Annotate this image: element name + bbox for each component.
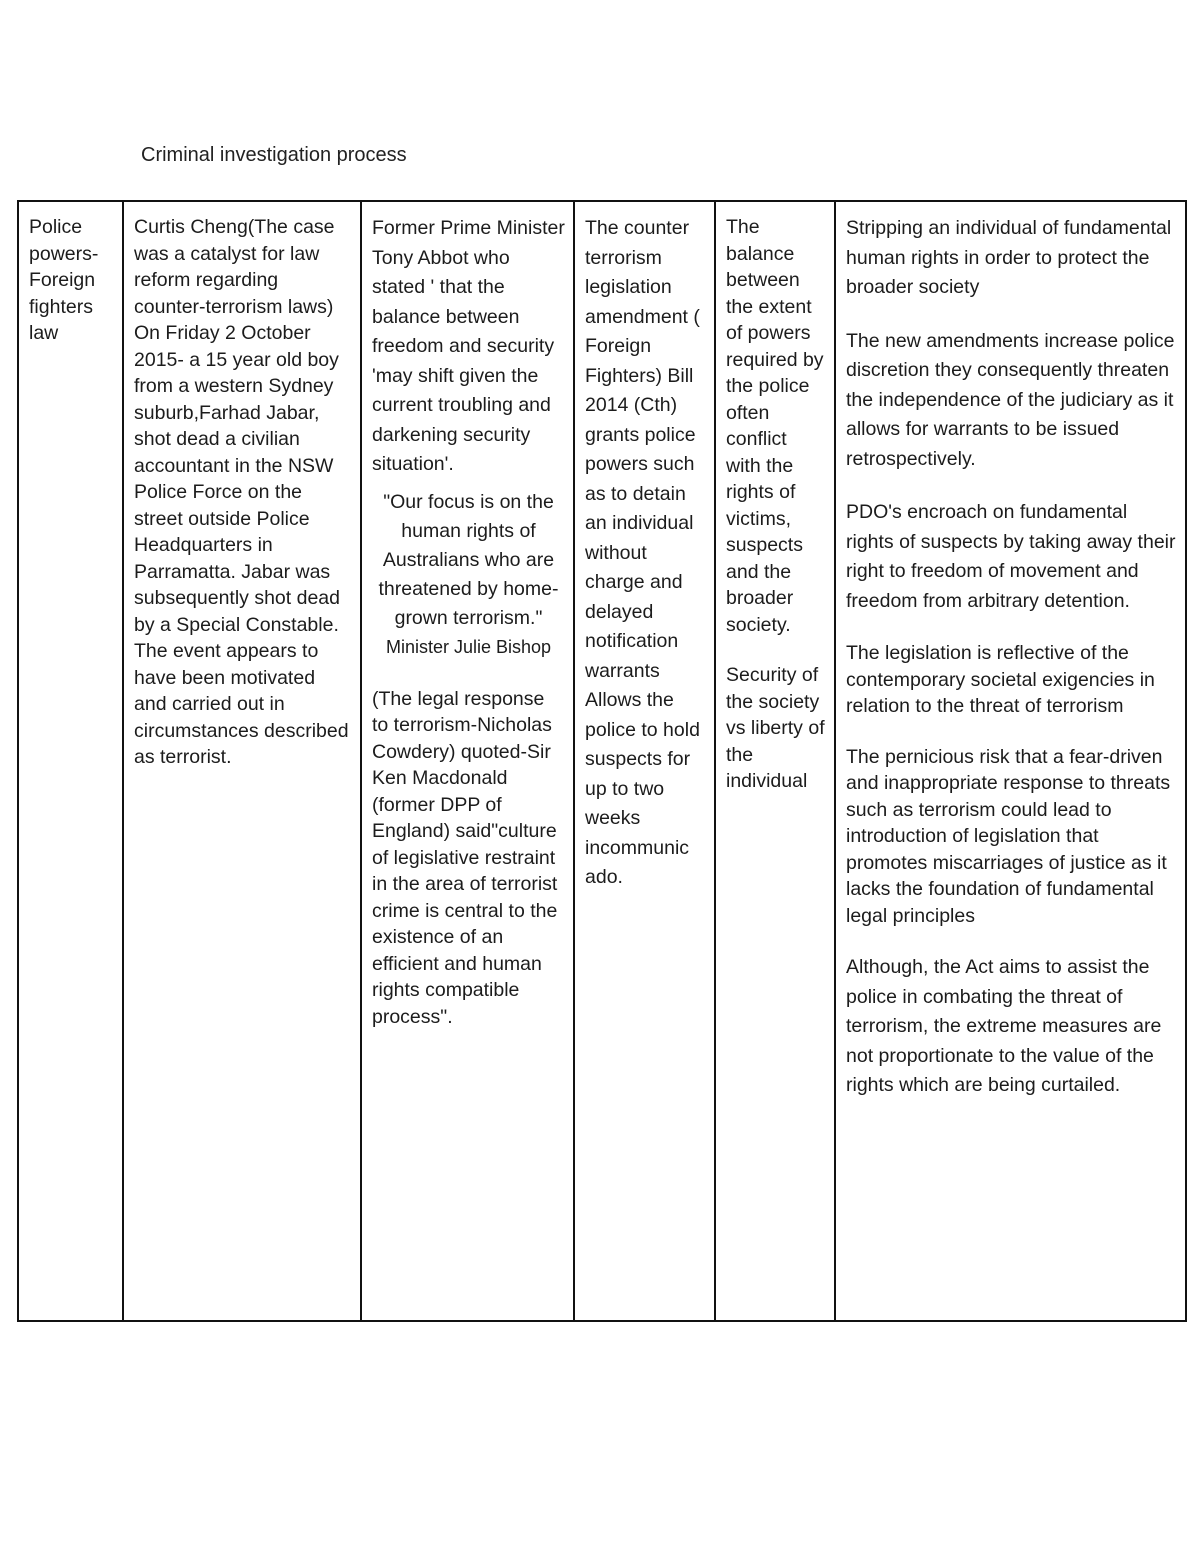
evaluation-paragraph-3: PDO's encroach on fundamental rights of suspects by taking away their right to freedom of movement and freedom from arbitrary detention. xyxy=(846,501,1176,612)
bishop-quote-text: "Our focus is on the human rights of Australians who are threatened by home-grown terrorism." xyxy=(378,490,559,629)
legislation-cell xyxy=(574,201,715,1321)
evaluation-paragraph-4: The legislation is reflective of the contemporary societal exigencies in relation to the threat of terrorism xyxy=(846,642,1155,717)
cowdery-reference-text: (The legal response to terrorism-Nicholas Cowdery) quoted-Sir Ken Macdonald (former DPP of England) said"culture of legislative restraint in the area of terrorist crime is central to the existence of an efficient and human rights compatible process". xyxy=(372,687,558,1028)
evaluation-cell xyxy=(835,201,1186,1321)
abbott-quote-text: Former Prime Minister Tony Abbot who stated ' that the balance between freedom and security 'may shift given the current troubling and darkening security situation'. xyxy=(372,217,565,475)
document-title: Criminal investigation process xyxy=(141,144,407,166)
evaluation-paragraph-5: The pernicious risk that a fear-driven and inappropriate response to threats such as terrorism could lead to introduction of legislation that promotes miscarriages of justice as it lacks the foundation of fundamental legal principles xyxy=(846,745,1171,927)
quotes-cell xyxy=(361,201,574,1321)
notes-table xyxy=(17,200,1187,1322)
table-row xyxy=(18,201,1186,1321)
balance-cell xyxy=(715,201,835,1321)
legislation-text: The counter terrorism legislation amendment ( Foreign Fighters) Bill 2014 (Cth) grants police powers such as to detain an individual without charge and delayed notification warrants Allows the police to hold suspects for up to two weeks incommunic ado. xyxy=(585,217,700,888)
bishop-attribution-text: Minister Julie Bishop xyxy=(385,636,552,657)
topic-text: Police powers- Foreign fighters law xyxy=(29,216,99,344)
topic-cell xyxy=(18,201,123,1321)
evaluation-paragraph-1: Stripping an individual of fundamental human rights in order to protect the broader society xyxy=(846,217,1172,298)
case-detail-text: On Friday 2 October 2015- a 15 year old boy from a western Sydney suburb,Farhad Jabar, shot dead a civilian accountant in the NSW Police Force on the street outside Police Headquarters in Parramatta. Jabar was subsequently shot dead by a Special Constable. The event appears to have been motivated and carried out in circumstances described as terrorist. xyxy=(134,322,349,768)
case-cell xyxy=(123,201,361,1321)
balance-text: The balance between the extent of powers required by the police often conflict with the rights of victims, suspects and the broader society. xyxy=(726,216,824,636)
case-intro-text: Curtis Cheng(The case was a catalyst for law reform regarding counter-terrorism laws) xyxy=(134,216,335,318)
evaluation-paragraph-6: Although, the Act aims to assist the police in combating the threat of terrorism, the extreme measures are not proportionate to the value of the rights which are being curtailed. xyxy=(846,956,1162,1096)
evaluation-paragraph-2: The new amendments increase police discretion they consequently threaten the independence of the judiciary as it allows for warrants to be issued retrospectively. xyxy=(846,329,1175,470)
security-text: Security of the society vs liberty of the individual xyxy=(726,664,825,792)
